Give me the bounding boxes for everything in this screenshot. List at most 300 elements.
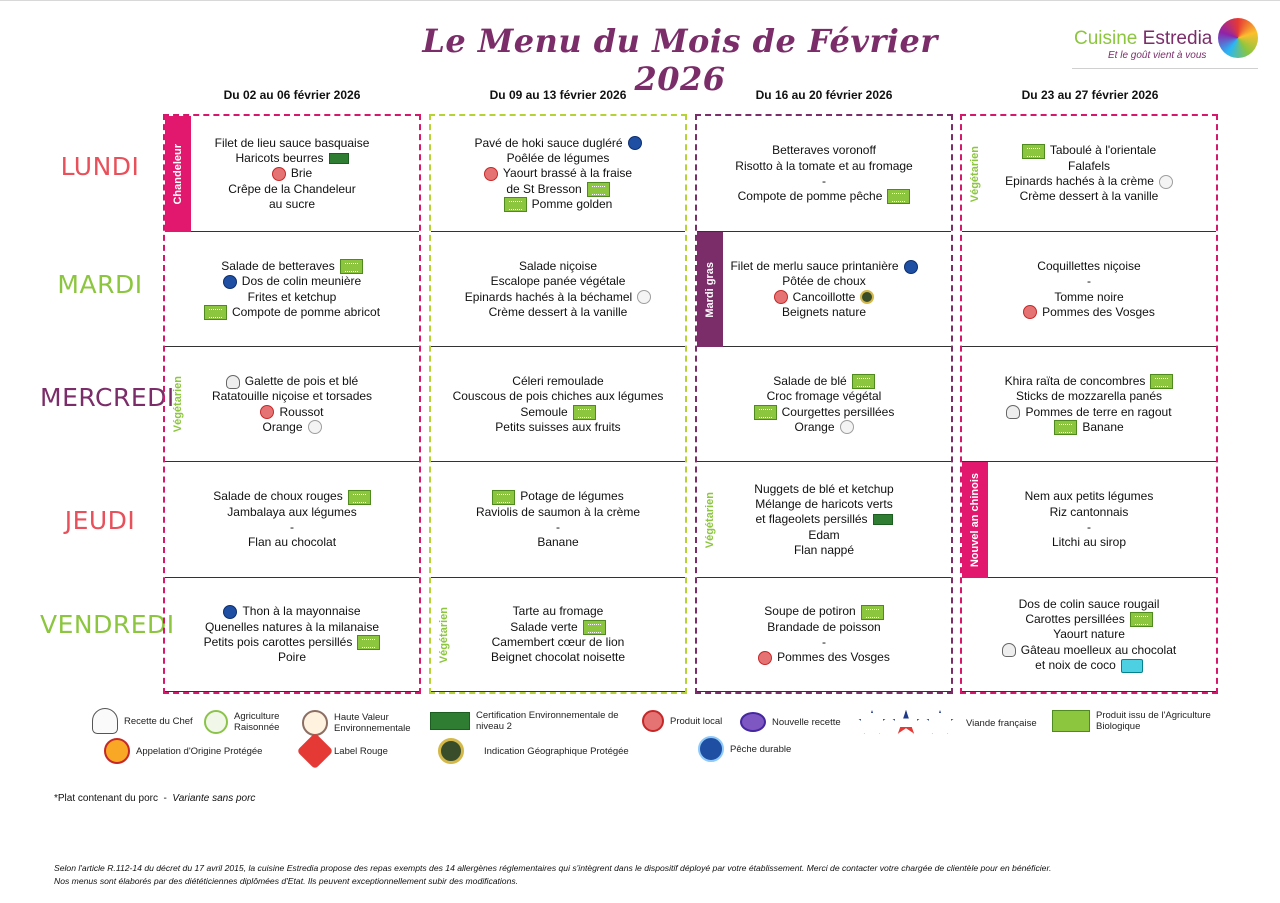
legend-label-rouge xyxy=(302,738,388,764)
dish-name: Escalope panée végétale xyxy=(490,274,626,289)
vegetarien-tag-label: Végétarien xyxy=(969,145,981,203)
legend-hve xyxy=(302,710,420,736)
menu-cell xyxy=(165,116,419,232)
dish-line xyxy=(822,174,826,189)
dish-name: Compote de pomme abricot xyxy=(231,304,381,319)
peche-durable-icon xyxy=(698,736,724,762)
dish-name: Banane xyxy=(537,535,579,550)
menu-cell xyxy=(962,232,1216,347)
dish-line xyxy=(492,635,625,650)
bio-leaf-icon xyxy=(887,189,910,204)
dish-name: Flan au chocolat xyxy=(247,535,337,550)
nouvel-an-chinois-tag xyxy=(962,462,988,578)
estredia-logo xyxy=(1072,20,1262,72)
peche-durable-icon xyxy=(223,275,237,289)
vegetarien-tag xyxy=(701,462,719,578)
dish-line xyxy=(794,420,853,435)
dish-name: Crème dessert à la vanille xyxy=(1019,189,1159,204)
legend-label: Label Rouge xyxy=(334,745,388,757)
vegetarien-tag-label: Végétarien xyxy=(172,376,184,433)
dish-name: Crêpe de la Chandeleur xyxy=(228,181,356,196)
legend-label: Indication Géographique Protégée xyxy=(484,745,629,757)
footer-note xyxy=(54,862,1051,887)
menu-cell xyxy=(431,462,685,578)
produit-local-icon xyxy=(774,290,788,304)
dish-name: Petits suisses aux fruits xyxy=(495,419,621,434)
vegetarien-tag xyxy=(169,347,187,462)
dish-line xyxy=(772,143,876,158)
dish-name: - xyxy=(1087,520,1091,534)
dish-line xyxy=(735,159,912,174)
dish-name: Pomme golden xyxy=(531,196,613,211)
bio-leaf-icon xyxy=(340,259,363,274)
agriculture-biologique-icon xyxy=(1052,710,1090,732)
dish-line xyxy=(465,290,651,305)
dish-name: Yaourt brassé à la fraise xyxy=(502,166,633,181)
dish-line xyxy=(556,520,560,535)
dish-name: - xyxy=(290,520,294,534)
bio-leaf-icon xyxy=(754,405,777,420)
porc-note-main: *Plat contenant du porc xyxy=(54,793,158,804)
dish-line xyxy=(755,512,892,527)
dish-line xyxy=(1005,374,1174,389)
dish-line xyxy=(513,604,604,619)
week-column xyxy=(695,114,953,694)
dish-line xyxy=(476,505,640,520)
bio-leaf-icon xyxy=(1022,144,1045,159)
dish-name: Petits pois carottes persillés xyxy=(203,635,353,649)
dish-name: Beignet chocolat noisette xyxy=(490,650,626,665)
porc-francais-icon xyxy=(926,710,954,736)
dish-line xyxy=(758,650,890,665)
dish-name: Brie xyxy=(290,166,313,181)
legend-recette-chef xyxy=(92,708,193,734)
produit-local-icon xyxy=(758,651,772,665)
dish-line xyxy=(754,482,893,497)
menu-cell xyxy=(697,116,951,232)
day-label-mardi: MARDI xyxy=(57,270,143,299)
legend-local xyxy=(642,710,722,732)
produit-local-icon xyxy=(272,167,286,181)
legend-label: Produit local xyxy=(670,715,723,727)
logo-underline xyxy=(1072,68,1258,69)
dish-line xyxy=(495,420,620,435)
dish-name: Pommes de terre en ragout xyxy=(1025,404,1172,419)
menu-cell xyxy=(431,116,685,232)
mardi-gras-tag xyxy=(697,232,723,347)
dish-name: Potage de légumes xyxy=(520,489,624,504)
dish-name: Salade verte xyxy=(510,619,578,634)
bio-leaf-icon xyxy=(583,620,606,635)
week-column xyxy=(429,114,687,694)
dish-line xyxy=(738,189,911,204)
dish-name: Pommes des Vosges xyxy=(1042,304,1155,319)
dish-line xyxy=(491,650,625,665)
dish-line xyxy=(1037,259,1140,274)
dish-name: Jambalaya aux légumes xyxy=(227,504,357,519)
dish-line xyxy=(1054,420,1123,435)
dish-name: Pôtée de choux xyxy=(782,274,866,289)
dish-name: Gâteau moelleux au chocolat xyxy=(1020,642,1177,657)
dish-line xyxy=(484,166,632,181)
dish-name: Epinards hachés à la béchamel xyxy=(464,289,633,304)
dish-line xyxy=(290,520,294,535)
dish-line xyxy=(782,274,865,289)
dish-name: au sucre xyxy=(268,196,316,211)
dish-name: Coquillettes niçoise xyxy=(1037,258,1141,273)
mardi-gras-tag-label: Mardi gras xyxy=(704,261,716,318)
dish-line xyxy=(204,635,381,650)
dish-line xyxy=(822,635,826,650)
dish-name: Epinards hachés à la crème xyxy=(1005,174,1154,188)
legend-label: Nouvelle recette xyxy=(772,716,841,728)
chef-hat-icon xyxy=(1002,643,1016,657)
agriculture-raisonnee-icon xyxy=(204,710,228,734)
dish-line xyxy=(1068,159,1110,174)
dish-name: Camembert cœur de lion xyxy=(491,635,625,649)
dish-line xyxy=(223,604,360,619)
legend-agriculture xyxy=(204,710,296,734)
legend-label: Agriculture Raisonnée xyxy=(234,711,280,733)
label-rouge-icon xyxy=(297,733,334,770)
logo-brand-a: Cuisine xyxy=(1074,28,1143,49)
dish-name: Mélange de haricots verts xyxy=(755,497,893,512)
dish-line xyxy=(1016,389,1162,404)
dish-line xyxy=(205,620,379,635)
legend-viande-francaise xyxy=(858,710,1037,736)
dish-name: Dos de colin meunière xyxy=(241,274,362,289)
dish-line xyxy=(1025,612,1152,627)
legend-label: Recette du Chef xyxy=(124,715,193,727)
dish-line xyxy=(767,620,880,635)
dish-line xyxy=(1054,290,1123,305)
dish-name: Pommes des Vosges xyxy=(777,650,890,665)
dish-name: Taboulé à l'orientale xyxy=(1049,143,1157,158)
bio-leaf-icon xyxy=(587,182,610,197)
porc-note: *Plat contenant du porc - Variante sans porc xyxy=(54,793,256,804)
produit-local-icon xyxy=(1023,305,1037,319)
viande-bovine-francaise-icon xyxy=(858,710,886,736)
dish-line xyxy=(269,197,315,212)
menu-cell xyxy=(962,347,1216,462)
legend-bio xyxy=(1052,710,1212,732)
dish-name: Edam xyxy=(808,527,840,542)
legend-igp xyxy=(438,738,629,764)
dish-line xyxy=(492,489,623,504)
agriculture-raisonnee-icon xyxy=(637,290,651,304)
chef-hat-icon xyxy=(226,375,240,389)
dish-line xyxy=(491,274,626,289)
dish-line xyxy=(504,197,613,212)
dish-name: Orange xyxy=(794,419,835,434)
dish-line xyxy=(774,290,875,305)
legend-label: Viande française xyxy=(966,717,1037,729)
chef-hat-icon xyxy=(1006,405,1020,419)
menu-cell xyxy=(962,462,1216,578)
dish-line xyxy=(519,259,597,274)
menu-cell xyxy=(165,462,419,578)
dish-name: et flageolets persillés xyxy=(755,512,868,527)
dish-name: Riz cantonnais xyxy=(1049,504,1129,519)
week-header: Du 09 au 13 février 2026 xyxy=(489,88,627,102)
vegetarien-tag xyxy=(435,578,453,692)
dish-name: de St Bresson xyxy=(506,181,582,196)
peche-durable-icon xyxy=(628,136,642,150)
dish-line xyxy=(512,374,603,389)
dish-name: Risotto à la tomate et au fromage xyxy=(735,158,913,173)
dish-line xyxy=(215,136,370,151)
dish-line xyxy=(754,405,895,420)
dish-line xyxy=(520,405,595,420)
dish-line xyxy=(213,489,370,504)
volaille-francaise-icon xyxy=(892,710,920,736)
menu-cell xyxy=(697,462,951,578)
dish-line xyxy=(767,389,882,404)
legend-label: Produit issu de l'Agriculture Biologique xyxy=(1096,710,1211,732)
week-header: Du 16 au 20 février 2026 xyxy=(755,88,893,102)
bio-leaf-icon xyxy=(492,490,515,505)
dish-name: - xyxy=(822,635,826,649)
dish-name: Falafels xyxy=(1067,158,1111,173)
page-title: Le Menu du Mois de Février 2026 xyxy=(422,22,938,98)
dish-line xyxy=(223,274,361,289)
day-label-lundi: LUNDI xyxy=(60,152,140,181)
dish-line xyxy=(537,535,578,550)
dish-name: Khira raïta de concombres xyxy=(1004,373,1146,388)
dish-line xyxy=(1022,143,1156,158)
dish-line xyxy=(506,182,609,197)
logo-emblem-icon xyxy=(1218,18,1258,58)
dish-name: Tarte au fromage xyxy=(512,604,604,619)
produit-local-icon xyxy=(260,405,274,419)
menu-cell xyxy=(431,347,685,462)
dish-line xyxy=(228,182,355,197)
porc-note-variant: Variante sans porc xyxy=(172,793,256,804)
bio-leaf-icon xyxy=(357,635,380,650)
dish-name: Sticks de mozzarella panés xyxy=(1015,389,1163,404)
legend-aop xyxy=(104,738,262,764)
menu-cell xyxy=(165,578,419,692)
dish-line xyxy=(235,151,348,166)
vegetarien-tag xyxy=(966,116,984,232)
dish-line xyxy=(730,259,917,274)
dish-name: Flan nappé xyxy=(793,542,855,557)
dish-name: Roussot xyxy=(279,404,324,419)
dish-line xyxy=(1025,489,1154,504)
dish-name: Nem aux petits légumes xyxy=(1024,489,1154,504)
dish-name: Couscous de pois chiches aux légumes xyxy=(452,389,664,404)
dish-line xyxy=(1019,597,1160,612)
dish-line xyxy=(278,650,306,665)
dish-name: Cancoillotte xyxy=(792,289,856,304)
dish-line xyxy=(1023,305,1155,320)
bio-leaf-icon xyxy=(504,197,527,212)
dish-name: Haricots beurres xyxy=(235,151,324,166)
dish-name: Frites et ketchup xyxy=(247,289,337,304)
footer-line-1: Selon l'article R.112-14 du décret du 17 avril 2015, la cuisine Estredia propose des repas exempts des 14 allergènes réglementaires qui s'intègrent dans le dispositif déployé par votre établissement. Merci de contacter votre chargée de clientèle pour en bénéficier. xyxy=(54,863,1052,873)
dish-name: Nuggets de blé et ketchup xyxy=(754,481,894,496)
dish-line xyxy=(510,620,605,635)
dish-name: Litchi au sirop xyxy=(1051,535,1127,550)
week-header: Du 23 au 27 février 2026 xyxy=(1021,88,1159,102)
dish-name: Quenelles natures à la milanaise xyxy=(204,619,380,634)
dish-name: Croc fromage végétal xyxy=(766,389,882,404)
hve-niveau2-icon xyxy=(873,514,893,525)
logo-tagline: Et le goût vient à vous xyxy=(1108,50,1207,61)
dish-name: - xyxy=(822,174,826,188)
dish-name: Courgettes persillées xyxy=(781,404,895,419)
dish-line xyxy=(262,420,321,435)
dish-name: Carottes persillées xyxy=(1025,612,1125,627)
dish-name: - xyxy=(556,520,560,534)
dish-name: Yaourt nature xyxy=(1053,627,1125,642)
menu-cell xyxy=(697,232,951,347)
menu-cell xyxy=(431,578,685,692)
dish-line xyxy=(474,136,641,151)
dish-name: Semoule xyxy=(520,404,568,419)
dish-line xyxy=(260,405,323,420)
dish-name: Dos de colin sauce rougail xyxy=(1018,596,1160,611)
dish-line xyxy=(248,535,336,550)
dish-line xyxy=(272,166,312,181)
dish-line xyxy=(204,305,380,320)
dish-name: Raviolis de saumon à la crème xyxy=(475,504,641,519)
peche-durable-icon xyxy=(223,605,237,619)
dish-name: Céleri remoulade xyxy=(512,373,604,388)
dish-line xyxy=(1035,658,1143,673)
menu-cell xyxy=(962,116,1216,232)
dish-line xyxy=(1050,505,1129,520)
igp-icon xyxy=(860,290,874,304)
nouvelle-recette-icon xyxy=(740,712,766,732)
dish-name: Compote de pomme pêche xyxy=(737,189,883,204)
day-label-jeudi: JEUDI xyxy=(64,506,136,535)
dish-name: Salade de choux rouges xyxy=(213,489,343,504)
vegetarien-tag-label: Végétarien xyxy=(438,606,450,664)
menu-cell xyxy=(165,347,419,462)
chandeleur-tag xyxy=(165,116,191,232)
certification-niveau2-icon xyxy=(430,712,470,730)
bio-leaf-icon xyxy=(1130,612,1153,627)
logo-brand-b: Estredia xyxy=(1142,28,1213,49)
dish-line xyxy=(1020,189,1159,204)
dish-line xyxy=(1087,274,1091,289)
bio-leaf-icon xyxy=(861,605,884,620)
dish-line xyxy=(1053,627,1125,642)
footer-line-2: Nos menus sont élaborés par des diététiciennes diplômées d'Etat. Ils peuvent exceptionnellement subir des modifications. xyxy=(54,875,519,886)
dish-line xyxy=(755,497,892,512)
menu-cell xyxy=(962,578,1216,692)
dish-name: Salade de betteraves xyxy=(221,258,335,273)
dish-line xyxy=(226,374,358,389)
legend-nouvelle-recette xyxy=(740,712,841,732)
nouvelle-recette-icon xyxy=(1121,659,1143,673)
dish-line xyxy=(764,604,883,619)
week-header: Du 02 au 06 février 2026 xyxy=(223,88,361,102)
dish-line xyxy=(1087,520,1091,535)
dish-line xyxy=(808,528,839,543)
dish-line xyxy=(248,290,337,305)
legend xyxy=(90,708,1220,768)
day-label-vendredi: VENDREDI xyxy=(40,610,175,639)
week-column xyxy=(163,114,421,694)
dish-line xyxy=(1052,535,1126,550)
dish-line xyxy=(1002,643,1176,658)
dish-name: Crème dessert à la vanille xyxy=(488,304,628,319)
produit-local-icon xyxy=(642,710,664,732)
chandeleur-tag-label: Chandeleur xyxy=(172,143,184,205)
dish-name: et noix de coco xyxy=(1035,657,1116,672)
top-divider xyxy=(0,0,1280,3)
legend-label: Haute Valeur Environnementale xyxy=(334,712,411,734)
legend-peche-durable xyxy=(698,736,791,762)
dish-line xyxy=(1005,174,1173,189)
dish-name: Galette de pois et blé xyxy=(244,373,359,388)
legend-certification xyxy=(430,710,630,732)
week-column xyxy=(960,114,1218,694)
dish-name: Salade niçoise xyxy=(518,258,598,273)
dish-name: - xyxy=(1087,274,1091,289)
menu-cell xyxy=(431,232,685,347)
dish-name: Tomme noire xyxy=(1054,289,1124,304)
menu-cell xyxy=(697,347,951,462)
legend-label: Certification Environnementale de niveau 2 xyxy=(476,710,619,732)
dish-name: Soupe de potiron xyxy=(764,604,856,619)
agriculture-raisonnee-icon xyxy=(308,420,322,434)
hve-niveau2-icon xyxy=(329,153,349,164)
dish-line xyxy=(221,259,362,274)
dish-line xyxy=(794,543,854,558)
menu-cell xyxy=(697,578,951,692)
dish-name: Beignets nature xyxy=(781,304,867,319)
dish-line xyxy=(782,305,866,320)
dish-name: Poire xyxy=(277,650,306,665)
bio-leaf-icon xyxy=(1054,420,1077,435)
dish-name: Betteraves voronoff xyxy=(772,143,876,158)
dish-name: Banane xyxy=(1082,419,1124,434)
hve-icon xyxy=(302,710,328,736)
dish-name: Brandade de poisson xyxy=(767,619,881,634)
dish-line xyxy=(507,151,610,166)
day-label-mercredi: MERCREDI xyxy=(40,383,175,412)
dish-name: Filet de lieu sauce basquaise xyxy=(214,135,370,150)
bio-leaf-icon xyxy=(573,405,596,420)
dish-name: Thon à la mayonnaise xyxy=(242,604,361,619)
nouvel-an-chinois-tag-label: Nouvel an chinois xyxy=(969,472,981,568)
dish-name: Salade de blé xyxy=(773,373,847,388)
vegetarien-tag-label: Végétarien xyxy=(704,491,716,549)
igp-icon xyxy=(438,738,464,764)
dish-name: Poêlée de légumes xyxy=(506,151,610,166)
dish-line xyxy=(212,389,372,404)
dish-line xyxy=(489,305,628,320)
produit-local-icon xyxy=(484,167,498,181)
peche-durable-icon xyxy=(904,260,918,274)
agriculture-raisonnee-icon xyxy=(1159,175,1173,189)
dish-line xyxy=(227,505,356,520)
dish-line xyxy=(453,389,664,404)
dish-name: Orange xyxy=(262,419,303,434)
menu-cell xyxy=(165,232,419,347)
agriculture-raisonnee-icon xyxy=(840,420,854,434)
legend-label: Appelation d'Origine Protégée xyxy=(136,745,263,757)
aop-icon xyxy=(104,738,130,764)
logo-brand xyxy=(1074,28,1212,50)
bio-leaf-icon xyxy=(348,490,371,505)
dish-line xyxy=(1006,405,1171,420)
bio-leaf-icon xyxy=(204,305,227,320)
legend-label: Pêche durable xyxy=(730,743,792,755)
